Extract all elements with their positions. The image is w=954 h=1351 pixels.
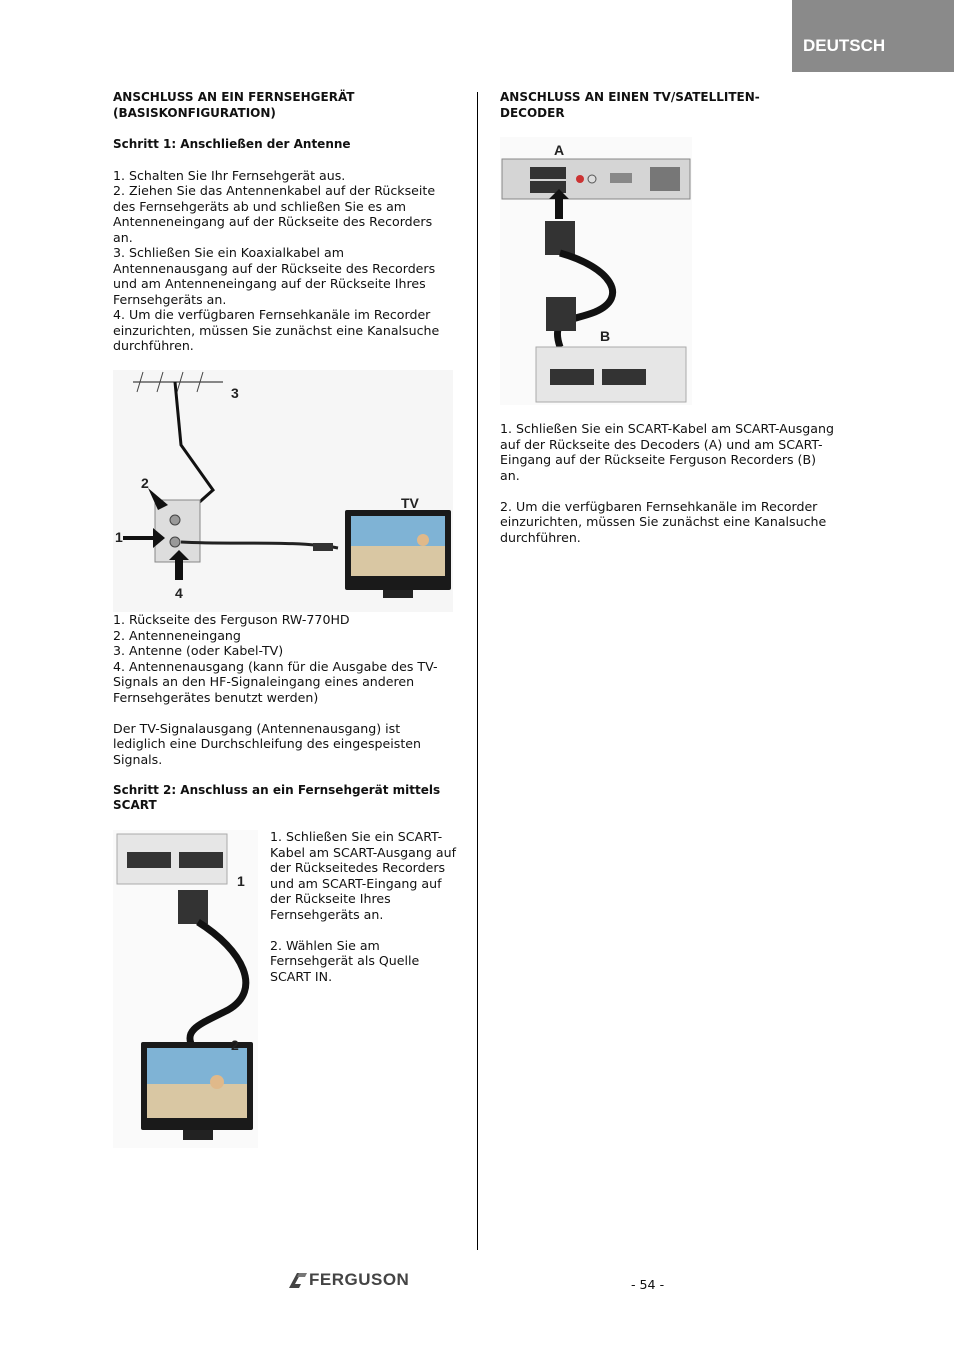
- legend-block: [113, 612, 453, 814]
- ferguson-logo-icon: [287, 1270, 309, 1292]
- decoder-item: 2. Um die verfügbaren Fernsehkanäle im Recorder einzurichten, müssen Sie zunächst eine Kanalsuche durchführen.: [500, 498, 827, 545]
- step1-item: 1. Schalten Sie Ihr Fernsehgerät aus.: [113, 167, 346, 183]
- step2-item: 2. Wählen Sie am Fernsehgerät als Quelle SCART IN.: [270, 937, 420, 984]
- note-text: Der TV-Signalausgang (Antennenausgang) ist lediglich eine Durchschleifung des eingespeisten Signals.: [113, 720, 422, 767]
- legend-item: 4. Antennenausgang (kann für die Ausgabe des TV-Signals an den HF-Signaleingang eines anderen Fernsehgerätes benutzt werden): [113, 658, 438, 705]
- step2-heading: Schritt 2: Anschluss an ein Fernsehgerät mittels SCART: [113, 782, 441, 812]
- figure-label: 2: [141, 475, 149, 491]
- ferguson-logo: [287, 1270, 437, 1292]
- figure-label: B: [600, 328, 611, 344]
- section-subtitle: (BASISKONFIGURATION): [113, 105, 276, 120]
- step1-item: 2. Ziehen Sie das Antennenkabel auf der Rückseite des Fernsehgeräts ab und schließen Sie es am Antenneneingang auf der Rückseite des Recorders an.: [113, 183, 436, 245]
- right-column: [500, 90, 835, 121]
- figure-label: TV: [401, 495, 419, 511]
- scart-tv-figure: [113, 830, 258, 1148]
- legend-item: 1. Rückseite des Ferguson RW-770HD: [113, 612, 350, 627]
- antenna-connection-figure: [113, 370, 453, 612]
- left-column: [113, 90, 453, 354]
- figure-label: 3: [231, 385, 239, 401]
- section-title: ANSCHLUSS AN EINEN TV/SATELLITEN-: [500, 90, 760, 104]
- figure-label: 1: [115, 529, 123, 545]
- legend-item: 2. Antenneneingang: [113, 627, 241, 643]
- figure-label: A: [554, 142, 565, 158]
- step1-item: 3. Schließen Sie ein Koaxialkabel am Antennenausgang auf der Rückseite des Recorders und am Antenneneingang auf der Rückseite Ihres Fernsehgeräts an.: [113, 245, 436, 307]
- step2-item: 1. Schließen Sie ein SCART-Kabel am SCART-Ausgang auf der Rückseitedes Recorders und am SCART-Eingang auf der Rückseite Ihres Fernsehgeräts an.: [270, 829, 457, 922]
- figure-label: 2: [231, 1037, 239, 1053]
- legend-item: 3. Antenne (oder Kabel-TV): [113, 643, 284, 658]
- brand-name: FERGUSON: [309, 1270, 410, 1289]
- step2-instructions: [270, 829, 456, 984]
- decoder-item: 1. Schließen Sie ein SCART-Kabel am SCART-Ausgang auf der Rückseite des Decoders (A) und am SCART-Eingang auf der Rückseite Ferguson Recorders (B) an.: [500, 421, 834, 483]
- page-number: - 54 -: [631, 1277, 665, 1292]
- language-tab: DEUTSCH: [792, 0, 954, 72]
- section-subtitle: DECODER: [500, 105, 565, 120]
- decoder-instructions: [500, 421, 835, 545]
- figure-label: 1: [237, 873, 245, 889]
- section-title: ANSCHLUSS AN EIN FERNSEHGERÄT: [113, 90, 355, 104]
- column-divider: [477, 92, 478, 1250]
- step1-item: 4. Um die verfügbaren Fernsehkanäle im Recorder einzurichten, müssen Sie zunächst eine Kanalsuche durchführen.: [113, 307, 440, 353]
- figure-label: 4: [175, 585, 183, 601]
- decoder-recorder-figure: [500, 137, 692, 405]
- step1-heading: Schritt 1: Anschließen der Antenne: [113, 136, 351, 151]
